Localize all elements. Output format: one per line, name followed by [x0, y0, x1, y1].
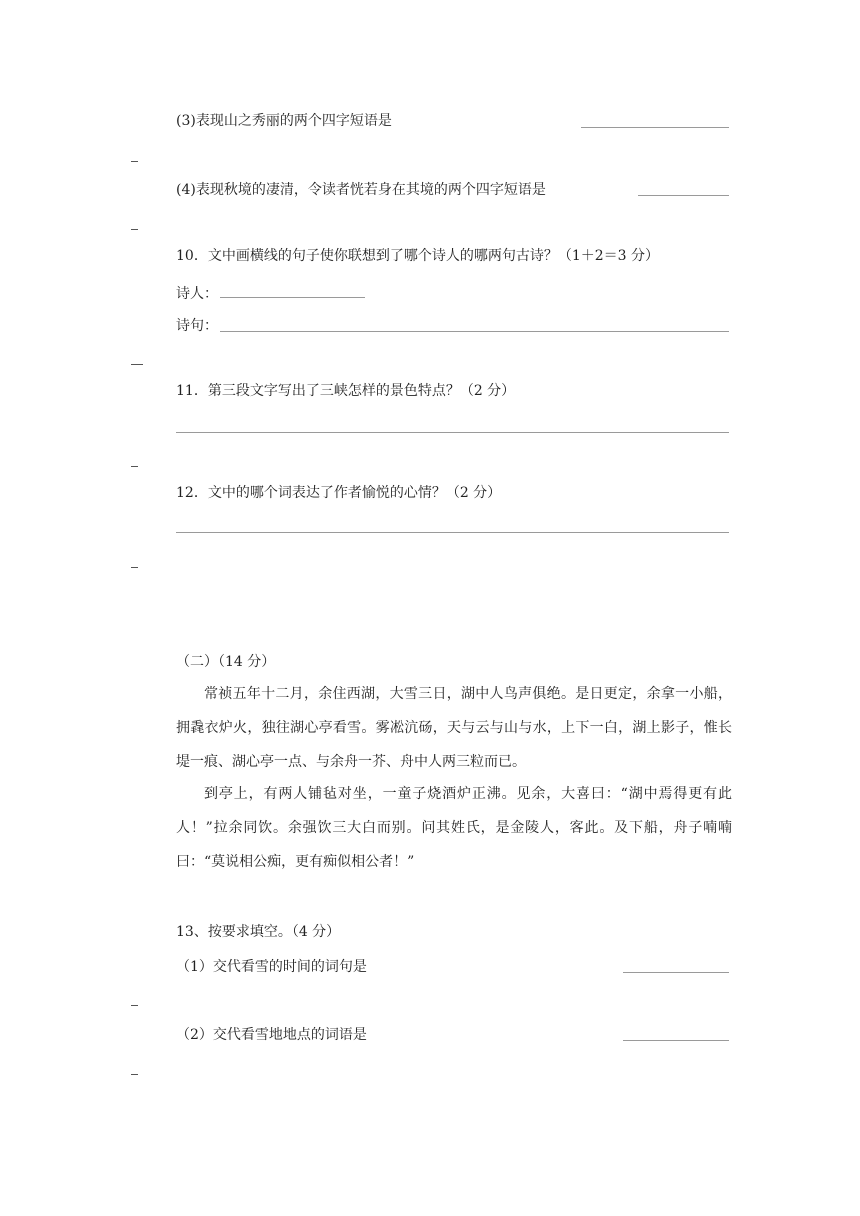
- q9-item-4: (4)表现秋境的凄清，令读者恍若身在其境的两个四字短语是: [176, 182, 546, 198]
- q13-item-1: （1）交代看雪的时间的词句是: [176, 959, 367, 975]
- margin-dash: [131, 567, 138, 568]
- passage-paragraph-1: 常祯五年十二月，余住西湖，大雪三日，湖中人鸟声俱绝。是日更定，余拿一小船，拥毳衣炉火，独往湖心亭看雪。雾凇沆砀，天与云与山与水，上下一白，湖上影子，惟长堤一痕、湖心亭一点、与余舟一芥、舟中人两三粒而已。: [176, 686, 732, 770]
- q12-question: 12．文中的哪个词表达了作者愉悦的心情？（2 分）: [176, 485, 502, 501]
- q13-item-1-answer-blank[interactable]: [623, 972, 729, 973]
- q9-item-3: (3)表现山之秀丽的两个四字短语是: [176, 113, 392, 129]
- q9-item-4-answer-blank[interactable]: [638, 195, 729, 196]
- q13-item-2-answer-blank[interactable]: [623, 1040, 729, 1041]
- q12-answer-blank[interactable]: [176, 532, 729, 533]
- q10-poet-label: 诗人：: [176, 286, 218, 302]
- q13-question: 13、按要求填空。（4 分）: [176, 924, 341, 940]
- q13-item-2: （2）交代看雪地地点的词语是: [176, 1027, 367, 1043]
- section-2-heading: （二）（14 分）: [176, 654, 276, 670]
- margin-dash: [131, 1005, 138, 1006]
- margin-dash: [131, 466, 138, 467]
- q10-poet-answer-blank[interactable]: [220, 297, 365, 298]
- passage-paragraph-2: 到亭上，有两人铺毡对坐，一童子烧酒炉正沸。见余，大喜曰：“湖中焉得更有此人！”拉余同饮。余强饮三大白而别。问其姓氏，是金陵人，客此。及下船，舟子喃喃曰：“莫说相公痴，更有痴似相公者！”: [176, 786, 732, 870]
- margin-dash: [131, 1074, 138, 1075]
- q10-verse-answer-blank[interactable]: [220, 331, 729, 332]
- q10-verse-label: 诗句：: [176, 318, 218, 334]
- margin-dash: [131, 161, 138, 162]
- q11-answer-blank[interactable]: [176, 432, 729, 433]
- q9-item-3-answer-blank[interactable]: [581, 127, 729, 128]
- margin-dash: [131, 229, 138, 230]
- q10-question: 10．文中画横线的句子使你联想到了哪个诗人的哪两句古诗？（1＋2＝3 分）: [176, 248, 659, 264]
- q11-question: 11．第三段文字写出了三峡怎样的景色特点？（2 分）: [176, 383, 516, 399]
- margin-dash: [131, 364, 143, 365]
